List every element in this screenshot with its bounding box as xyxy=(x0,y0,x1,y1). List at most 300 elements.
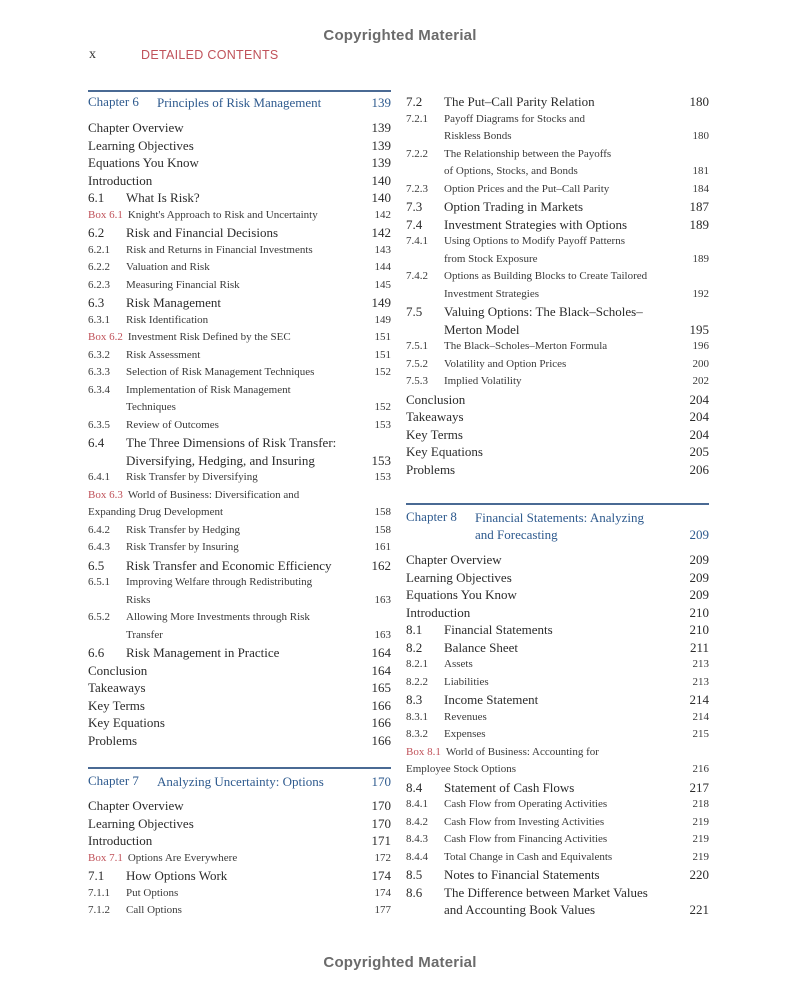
page-ref: 142 xyxy=(371,225,391,240)
chapter-6-heading[interactable] xyxy=(88,94,391,111)
page-ref: 196 xyxy=(692,340,709,352)
entry-title: Chapter Overview xyxy=(88,120,184,135)
page-ref: 213 xyxy=(692,658,709,670)
page-ref: 139 xyxy=(371,155,391,170)
toc-entry[interactable] xyxy=(406,604,709,622)
page-ref: 153 xyxy=(371,452,391,468)
entry-title-line2: Transfer xyxy=(126,628,163,641)
toc-entry[interactable] xyxy=(88,312,391,330)
toc-entry[interactable] xyxy=(406,408,709,426)
entry-title xyxy=(406,744,709,779)
section-number: 7.1.1 xyxy=(88,886,110,899)
entry-title xyxy=(444,181,709,199)
page-ref: 140 xyxy=(371,190,391,205)
section-number: 6.2.3 xyxy=(88,278,110,291)
page-ref: 187 xyxy=(689,199,709,214)
entry-title-line1: Risk Transfer by Insuring xyxy=(126,541,239,553)
page-ref: 143 xyxy=(374,243,391,256)
entry-title xyxy=(126,885,391,903)
box-label: Box 6.3 xyxy=(88,488,123,501)
entry-title xyxy=(444,146,709,181)
chapter-8-heading[interactable] xyxy=(406,509,709,543)
section-number: 7.4.2 xyxy=(406,270,428,282)
page-ref: 184 xyxy=(692,182,709,195)
toc-entry[interactable] xyxy=(406,461,709,479)
page-ref: 209 xyxy=(689,569,709,585)
entry-title-line1: The Black–Scholes–Merton Formula xyxy=(444,340,608,352)
entry-title xyxy=(444,691,709,709)
toc-entry[interactable] xyxy=(406,181,709,199)
toc-entry[interactable] xyxy=(406,674,709,692)
toc-entry[interactable] xyxy=(88,119,391,137)
copyright-watermark-top: Copyrighted Material xyxy=(323,27,477,44)
toc-entry[interactable] xyxy=(406,744,709,779)
entry-title xyxy=(126,417,391,435)
toc-entry[interactable] xyxy=(406,426,709,444)
section-number: 8.3 xyxy=(406,692,423,707)
page-ref: 221 xyxy=(689,902,709,917)
section-number: 7.2.2 xyxy=(406,147,428,160)
entry-title-line1: Statement of Cash Flows xyxy=(444,779,575,795)
toc-entry[interactable] xyxy=(88,815,391,833)
entry-title: Learning Objectives xyxy=(88,815,194,831)
entry-title xyxy=(444,198,709,216)
entry-title-line1: Total Change in Cash and Equivalents xyxy=(444,850,613,863)
page-ref: 219 xyxy=(692,815,709,828)
entry-title xyxy=(444,268,709,303)
toc-entry[interactable] xyxy=(88,644,391,662)
entry-title-line1: Risk Management xyxy=(126,295,221,310)
section-number: 8.3.1 xyxy=(406,710,428,723)
entry-title-line2: Risks xyxy=(126,593,151,606)
toc-entry[interactable] xyxy=(406,639,709,657)
toc-entry[interactable] xyxy=(88,867,391,885)
toc-entry[interactable] xyxy=(88,469,391,487)
entry-title-line2: from Stock Exposure xyxy=(444,252,538,265)
entry-title-line2: Diversifying, Hedging, and Insuring xyxy=(126,452,315,468)
chapter-label: Chapter 7 xyxy=(88,773,139,788)
page-number: x xyxy=(89,47,96,62)
chapter-rule xyxy=(88,90,391,92)
section-number: 6.2.1 xyxy=(88,243,110,256)
entry-title xyxy=(88,207,391,225)
section-number: 7.5.1 xyxy=(406,340,428,352)
section-number: 6.6 xyxy=(88,645,105,660)
toc-entry[interactable] xyxy=(88,522,391,540)
entry-title-line1: Using Options to Modify Payoff Patterns xyxy=(444,235,625,247)
page-ref: 213 xyxy=(692,675,709,688)
page-ref: 158 xyxy=(374,506,391,518)
toc-entry[interactable] xyxy=(406,691,709,709)
page-ref: 174 xyxy=(371,868,391,883)
page-ref: 151 xyxy=(374,331,391,343)
section-number: 7.1.2 xyxy=(88,904,110,916)
section-number: 6.5.2 xyxy=(88,611,110,623)
entry-title-line1: World of Business: Diversification and xyxy=(127,488,300,501)
page-ref: 165 xyxy=(371,680,391,695)
toc-entry[interactable] xyxy=(88,902,391,920)
toc-entry[interactable] xyxy=(88,277,391,295)
entry-title-line1: The Put–Call Parity Relation xyxy=(444,94,595,109)
page-ref: 209 xyxy=(689,552,709,567)
page-ref: 164 xyxy=(371,645,391,660)
entry-title: Takeaways xyxy=(88,680,146,695)
entry-title-line1: Investment Risk Defined by the SEC xyxy=(127,331,291,343)
entry-title: Chapter Overview xyxy=(406,552,502,567)
entry-title xyxy=(126,382,391,417)
section-number: 8.1 xyxy=(406,622,423,637)
chapter-rule xyxy=(406,503,709,505)
entry-title xyxy=(444,216,709,234)
entry-title xyxy=(126,259,391,277)
entry-title xyxy=(444,866,709,884)
toc-entry[interactable] xyxy=(88,154,391,172)
section-number: 6.5 xyxy=(88,557,105,573)
toc-entry[interactable] xyxy=(88,382,391,417)
entry-title-line1: Options Are Everywhere xyxy=(127,851,238,864)
toc-entry[interactable] xyxy=(406,93,709,111)
page-ref: 139 xyxy=(371,120,391,135)
entry-title-line1: Options as Building Blocks to Create Tailored xyxy=(444,270,648,282)
toc-entry[interactable] xyxy=(406,111,709,146)
page-ref: 166 xyxy=(371,732,391,748)
entry-title-line1: World of Business: Accounting for xyxy=(445,745,599,758)
chapter-7-heading[interactable] xyxy=(88,773,391,790)
entry-title xyxy=(444,884,709,919)
toc-entry[interactable] xyxy=(88,832,391,850)
toc-entry[interactable] xyxy=(406,779,709,797)
entry-title-line1: Knight's Approach to Risk and Uncertainty xyxy=(127,208,318,221)
page-ref: 145 xyxy=(374,278,391,291)
section-number: 7.4.1 xyxy=(406,235,428,247)
entry-title xyxy=(444,303,709,338)
entry-title-line1: How Options Work xyxy=(126,868,228,883)
toc-entry[interactable] xyxy=(88,697,391,715)
section-number: 8.5 xyxy=(406,867,423,882)
entry-title: Equations You Know xyxy=(88,155,199,170)
page-ref: 180 xyxy=(689,94,709,109)
section-number: 8.4.2 xyxy=(406,815,428,828)
entry-title-line1: The Three Dimensions of Risk Transfer: xyxy=(126,435,337,450)
entry-title-line1: Option Trading in Markets xyxy=(444,199,584,214)
section-number: 6.4.2 xyxy=(88,523,110,536)
toc-entry[interactable] xyxy=(406,233,709,268)
toc-entry[interactable] xyxy=(406,709,709,727)
entry-title xyxy=(88,329,391,347)
page-ref: 149 xyxy=(371,295,391,310)
toc-entry[interactable] xyxy=(88,347,391,365)
section-number: 6.3 xyxy=(88,295,105,310)
page-ref: 158 xyxy=(374,523,391,536)
toc-entry[interactable] xyxy=(88,539,391,557)
toc-entry[interactable] xyxy=(406,814,709,832)
toc-entry[interactable] xyxy=(406,338,709,356)
entry-title xyxy=(126,609,391,644)
page-ref: 153 xyxy=(374,471,391,483)
toc-entry[interactable] xyxy=(88,797,391,815)
page-ref: 151 xyxy=(374,348,391,361)
page-ref: 166 xyxy=(371,715,391,730)
entry-title: Problems xyxy=(406,461,456,477)
page-ref: 142 xyxy=(374,208,391,221)
entry-title xyxy=(126,189,391,207)
box-label: Box 6.2 xyxy=(88,331,123,343)
entry-title xyxy=(444,111,709,146)
entry-title-line1: Call Options xyxy=(126,904,182,916)
entry-title xyxy=(126,902,391,920)
page-ref: 205 xyxy=(689,444,709,459)
entry-title xyxy=(444,639,709,657)
toc-entry[interactable] xyxy=(88,364,391,382)
entry-title xyxy=(444,814,709,832)
entry-title-line1: Financial Statements xyxy=(444,622,553,637)
page-ref: 153 xyxy=(374,418,391,431)
page-ref: 180 xyxy=(692,130,709,142)
entry-title-line1: Implementation of Risk Management xyxy=(126,383,291,396)
page-ref: 170 xyxy=(371,774,391,789)
entry-title-line1: Expenses xyxy=(444,728,486,740)
toc-entry[interactable] xyxy=(406,621,709,639)
entry-title-line1: Cash Flow from Financing Activities xyxy=(444,833,608,845)
page-ref: 210 xyxy=(689,604,709,620)
toc-entry[interactable] xyxy=(406,569,709,587)
entry-title-line1: Income Statement xyxy=(444,692,539,707)
entry-title-line1: Allowing More Investments through Risk xyxy=(126,611,310,623)
section-number: 8.4.4 xyxy=(406,850,428,863)
entry-title-line2: Techniques xyxy=(126,401,176,413)
toc-entry[interactable] xyxy=(406,303,709,338)
chapter-title xyxy=(475,509,709,543)
entry-title-line1: Valuation and Risk xyxy=(126,261,210,273)
entry-title-line1: Balance Sheet xyxy=(444,639,518,655)
page-ref: 209 xyxy=(689,527,709,542)
section-number: 6.4.1 xyxy=(88,471,110,483)
page-ref: 219 xyxy=(692,833,709,845)
section-number: 6.3.5 xyxy=(88,418,110,431)
page-ref: 218 xyxy=(692,798,709,810)
page-ref: 170 xyxy=(371,815,391,831)
page-ref: 220 xyxy=(689,867,709,882)
toc-entry[interactable] xyxy=(88,850,391,868)
toc-entry[interactable] xyxy=(88,172,391,190)
entry-title-line1: The Difference between Market Values xyxy=(444,884,648,900)
section-number: 7.2.1 xyxy=(406,112,428,125)
page-ref: 214 xyxy=(692,710,709,723)
page-ref: 172 xyxy=(374,851,391,864)
toc-entry[interactable] xyxy=(406,391,709,409)
section-number: 8.4.3 xyxy=(406,833,428,845)
page-ref: 140 xyxy=(371,172,391,188)
entry-title: Key Terms xyxy=(406,426,463,442)
section-number: 6.3.3 xyxy=(88,366,110,378)
entry-title-line2: of Options, Stocks, and Bonds xyxy=(444,165,578,177)
page-ref: 161 xyxy=(374,541,391,553)
page-ref: 166 xyxy=(371,697,391,713)
toc-entry[interactable] xyxy=(88,434,391,469)
section-number: 6.5.1 xyxy=(88,576,110,588)
entry-title xyxy=(444,779,709,797)
entry-title-line1: Risk and Returns in Financial Investments xyxy=(126,243,313,256)
page-ref: 204 xyxy=(689,409,709,424)
box-label: Box 7.1 xyxy=(88,851,123,864)
entry-title-line1: Measuring Financial Risk xyxy=(126,278,240,291)
section-number: 8.2 xyxy=(406,639,423,655)
toc-entry[interactable] xyxy=(88,714,391,732)
entry-title xyxy=(126,557,391,575)
entry-title xyxy=(444,233,709,268)
entry-title xyxy=(444,356,709,374)
entry-title-line1: Selection of Risk Management Techniques xyxy=(126,366,315,378)
section-number: 6.2.2 xyxy=(88,261,110,273)
toc-entry[interactable] xyxy=(406,726,709,744)
toc-entry[interactable] xyxy=(88,487,391,522)
entry-title: Introduction xyxy=(88,833,153,848)
toc-entry[interactable] xyxy=(406,551,709,569)
entry-title-line1: Payoff Diagrams for Stocks and xyxy=(444,112,585,125)
entry-title xyxy=(126,434,391,469)
entry-title: Takeaways xyxy=(406,409,464,424)
entry-title-line1: Put Options xyxy=(126,886,179,899)
entry-title-line1: Investment Strategies with Options xyxy=(444,216,628,232)
page-ref: 152 xyxy=(374,401,391,413)
entry-title xyxy=(126,277,391,295)
entry-title-line1: Risk Transfer by Diversifying xyxy=(126,471,258,483)
toc-entry[interactable] xyxy=(88,609,391,644)
toc-entry[interactable] xyxy=(88,207,391,225)
entry-title xyxy=(444,338,709,356)
chapter-rule xyxy=(88,767,391,769)
page-ref: 163 xyxy=(374,628,391,641)
toc-entry[interactable] xyxy=(406,216,709,234)
toc-entry[interactable] xyxy=(88,574,391,609)
toc-entry[interactable] xyxy=(88,329,391,347)
toc-entry[interactable] xyxy=(406,849,709,867)
page-ref: 200 xyxy=(692,357,709,370)
entry-title-line2: Riskless Bonds xyxy=(444,130,512,142)
entry-title xyxy=(444,709,709,727)
page-ref: 171 xyxy=(371,833,391,848)
chapter-title: Analyzing Uncertainty: Options xyxy=(157,774,324,789)
entry-title: Key Equations xyxy=(406,444,483,459)
section-number: 8.6 xyxy=(406,884,423,900)
entry-title-line1: Implied Volatility xyxy=(444,375,522,387)
toc-entry[interactable] xyxy=(406,884,709,919)
page-ref: 139 xyxy=(371,95,391,110)
page-ref: 152 xyxy=(374,366,391,378)
entry-title: Introduction xyxy=(406,604,471,620)
toc-entry[interactable] xyxy=(406,866,709,884)
page-ref: 189 xyxy=(689,216,709,232)
toc-entry[interactable] xyxy=(88,224,391,242)
entry-title-line1: Assets xyxy=(444,658,473,670)
toc-entry[interactable] xyxy=(88,189,391,207)
section-number: 7.2.3 xyxy=(406,182,428,195)
section-number: 8.4 xyxy=(406,779,423,795)
page-ref: 164 xyxy=(371,662,391,678)
entry-title xyxy=(444,674,709,692)
toc-entry[interactable] xyxy=(88,417,391,435)
section-number: 8.4.1 xyxy=(406,798,428,810)
chapter-title-line2: and Forecasting xyxy=(475,527,558,542)
page-ref: 139 xyxy=(371,137,391,153)
copyright-watermark-bottom: Copyrighted Material xyxy=(323,954,477,971)
entry-title-line1: Improving Welfare through Redistributing xyxy=(126,576,313,588)
toc-entry[interactable] xyxy=(88,732,391,750)
toc-entry[interactable] xyxy=(406,146,709,181)
entry-title-line2: and Accounting Book Values xyxy=(444,902,596,917)
box-label: Box 8.1 xyxy=(406,745,441,758)
toc-entry[interactable] xyxy=(88,679,391,697)
toc-entry[interactable] xyxy=(88,662,391,680)
toc-entry[interactable] xyxy=(406,831,709,849)
chapter-label: Chapter 8 xyxy=(406,509,457,524)
entry-title-line1: Valuing Options: The Black–Scholes– xyxy=(444,304,643,319)
page-ref: 162 xyxy=(371,557,391,573)
entry-title-line2: Expanding Drug Development xyxy=(88,506,224,518)
page-ref: 181 xyxy=(692,165,709,177)
toc-entry[interactable] xyxy=(88,259,391,277)
entry-title-line1: Risk Transfer by Hedging xyxy=(126,523,240,536)
entry-title-line1: Risk Assessment xyxy=(126,348,201,361)
running-title: DETAILED CONTENTS xyxy=(141,48,279,62)
toc-entry[interactable] xyxy=(406,796,709,814)
toc-entry[interactable] xyxy=(88,885,391,903)
entry-title-line1: Cash Flow from Operating Activities xyxy=(444,798,608,810)
entry-title xyxy=(88,487,391,522)
toc-entry[interactable] xyxy=(406,443,709,461)
entry-title: Introduction xyxy=(88,172,153,188)
section-number: 6.4.3 xyxy=(88,541,110,553)
entry-title xyxy=(444,796,709,814)
toc-entry[interactable] xyxy=(88,137,391,155)
entry-title xyxy=(126,312,391,330)
toc-entry[interactable] xyxy=(406,356,709,374)
toc-entry[interactable] xyxy=(406,373,709,391)
section-number: 7.4 xyxy=(406,216,423,232)
toc-entry[interactable] xyxy=(406,656,709,674)
toc-entry[interactable] xyxy=(88,557,391,575)
toc-entry[interactable] xyxy=(406,586,709,604)
toc-entry[interactable] xyxy=(406,198,709,216)
entry-title xyxy=(126,242,391,260)
page-ref: 204 xyxy=(689,391,709,407)
entry-title xyxy=(444,849,709,867)
entry-title-line1: Risk Identification xyxy=(126,313,209,326)
page-ref: 189 xyxy=(692,252,709,265)
toc-entry[interactable] xyxy=(406,268,709,303)
entry-title-line1: Liabilities xyxy=(444,675,489,688)
entry-title-line1: Cash Flow from Investing Activities xyxy=(444,815,605,828)
entry-title-line1: What Is Risk? xyxy=(126,190,200,205)
page-ref: 144 xyxy=(374,261,391,273)
entry-title xyxy=(126,574,391,609)
section-number: 7.3 xyxy=(406,199,423,214)
page-ref: 149 xyxy=(374,313,391,326)
entry-title: Chapter Overview xyxy=(88,798,184,813)
section-number: 7.5.2 xyxy=(406,357,428,370)
page-ref: 163 xyxy=(374,593,391,606)
toc-entry[interactable] xyxy=(88,294,391,312)
page-ref: 216 xyxy=(692,763,709,775)
toc-entry[interactable] xyxy=(88,242,391,260)
entry-title: Problems xyxy=(88,732,138,748)
page-ref: 219 xyxy=(692,850,709,863)
page-ref: 174 xyxy=(374,886,391,899)
entry-title-line1: Notes to Financial Statements xyxy=(444,867,600,882)
section-number: 6.1 xyxy=(88,190,105,205)
entry-title-line1: Risk Transfer and Economic Efficiency xyxy=(126,557,332,573)
entry-title xyxy=(126,294,391,312)
